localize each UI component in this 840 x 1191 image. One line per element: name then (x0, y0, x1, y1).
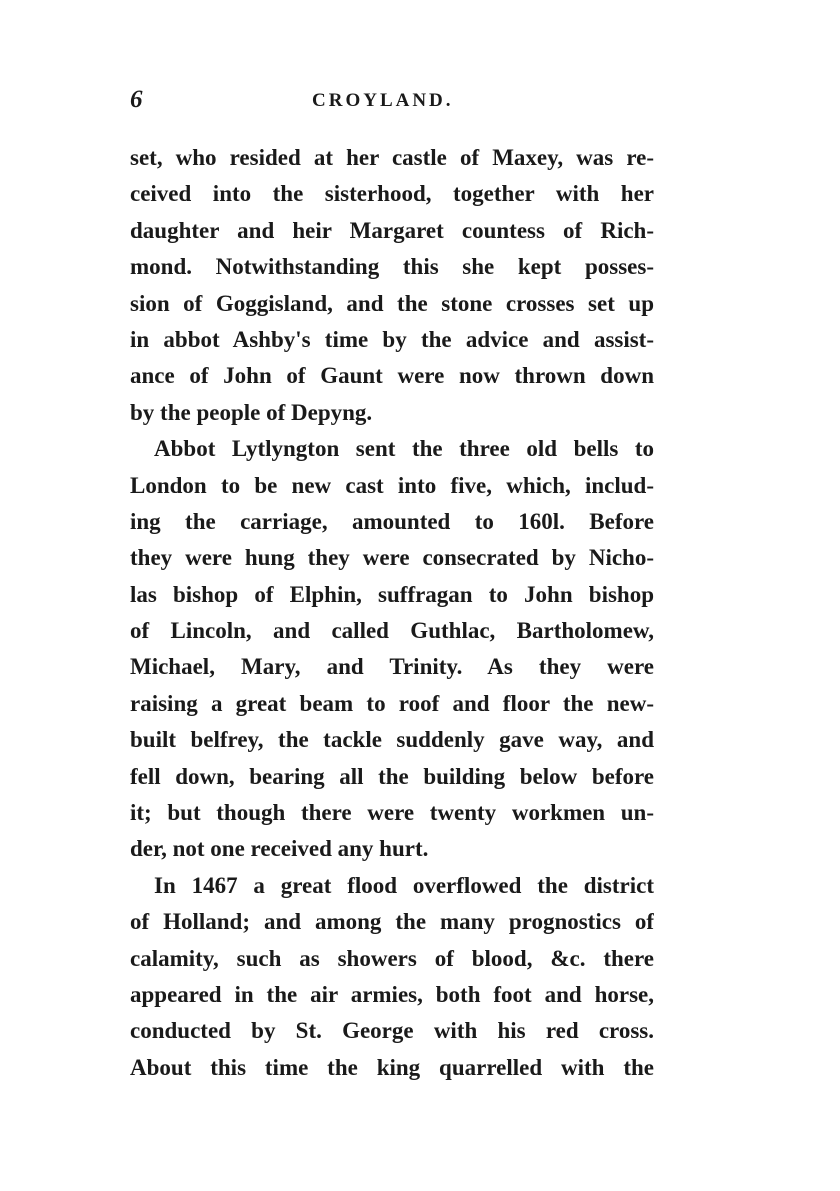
text-line: conducted by St. George with his red cross. (130, 1018, 654, 1044)
text-line: ceived into the sisterhood, together with her (130, 181, 654, 207)
page-number: 6 (130, 86, 143, 113)
running-head (130, 86, 654, 118)
text-line: daughter and heir Margaret countess of Rich- (130, 217, 654, 243)
text-line: Abbot Lytlyngton sent the three old bells to (154, 436, 654, 462)
text-line: set, who resided at her castle of Maxey, was re- (130, 145, 654, 170)
text-line: fell down, bearing all the building below before (130, 763, 654, 789)
text-line: it; but though there were twenty workmen un- (130, 800, 654, 826)
text-line: London to be new cast into five, which, includ- (130, 472, 654, 498)
running-title: CROYLAND. (312, 90, 454, 111)
text-line: appeared in the air armies, both foot and horse, (130, 981, 654, 1007)
body-text (130, 140, 654, 1086)
text-line: of Lincoln, and called Guthlac, Bartholomew, (130, 618, 654, 644)
text-line: Michael, Mary, and Trinity. As they were (130, 654, 654, 680)
text-line: by the people of Depyng. (130, 399, 373, 425)
text-line: About this time the king quarrelled with the (130, 1054, 654, 1080)
text-line: sion of Goggisland, and the stone crosses set up (130, 290, 654, 316)
text-line: der, not one received any hurt. (130, 836, 429, 862)
text-line: in abbot Ashby's time by the advice and assist- (130, 326, 654, 352)
text-line: of Holland; and among the many prognostics of (130, 909, 654, 935)
text-line: las bishop of Elphin, suffragan to John bishop (130, 581, 654, 607)
text-line: mond. Notwithstanding this she kept posses- (130, 254, 654, 280)
text-line: ing the carriage, amounted to 160l. Before (130, 508, 654, 534)
text-line: In 1467 a great flood overflowed the district (154, 872, 654, 898)
text-line: built belfrey, the tackle suddenly gave way, and (130, 727, 654, 753)
text-line: raising a great beam to roof and floor the new- (130, 690, 654, 716)
text-line: they were hung they were consecrated by Nicho- (130, 545, 654, 571)
text-line: calamity, such as showers of blood, &c. there (130, 945, 654, 971)
text-line: ance of John of Gaunt were now thrown down (130, 363, 654, 389)
